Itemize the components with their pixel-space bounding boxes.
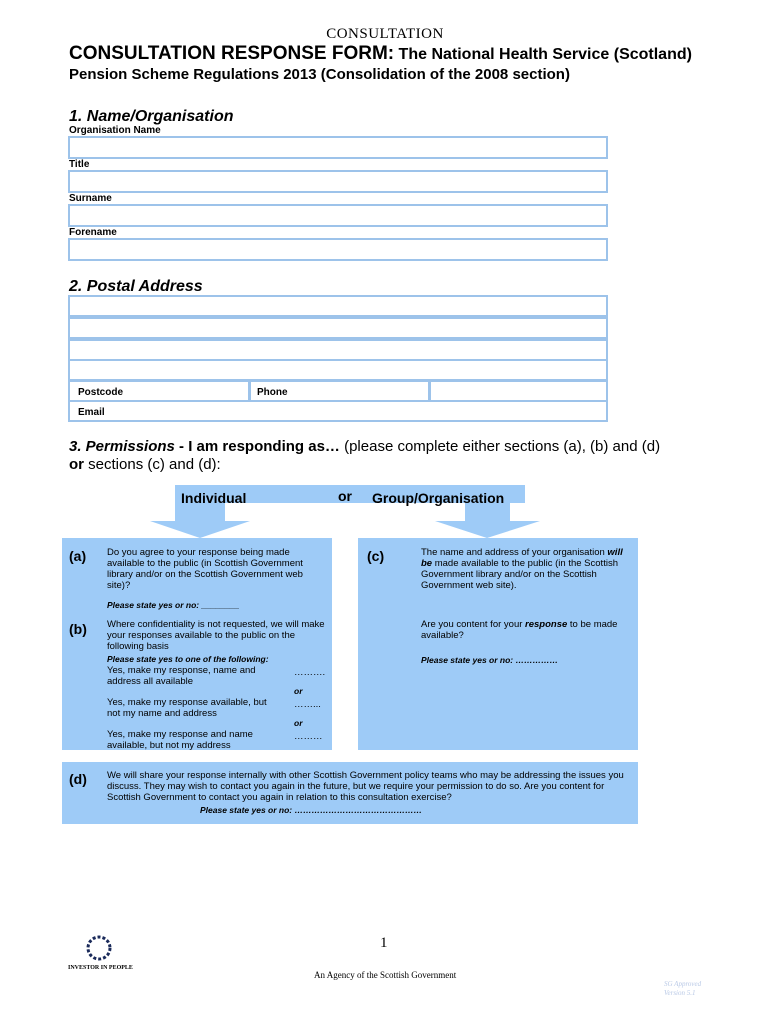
section2-heading: 2. Postal Address <box>69 278 203 295</box>
address-line-2-input[interactable] <box>68 317 608 339</box>
option-a-text: Do you agree to your response being made available to the public (in Scottish Government library and/or on the Scottish Government web site)? <box>107 547 303 591</box>
option-b-letter: (b) <box>69 621 87 637</box>
option-c-question <box>421 619 626 641</box>
postcode-label: Postcode <box>78 387 124 398</box>
organisation-name-input[interactable] <box>68 136 608 159</box>
option-b-opt3: Yes, make my response and name available, but not my address <box>107 729 253 751</box>
email-label: Email <box>78 407 105 418</box>
option-c-state[interactable]: Please state yes or no: …………… <box>421 655 558 665</box>
option-b-opt2: Yes, make my response available, but not my name and address <box>107 697 267 719</box>
phone-field[interactable] <box>249 380 430 402</box>
option-d-state[interactable]: Please state yes or no: ……………………………………… <box>200 805 422 815</box>
group-label: Group/Organisation <box>372 490 505 506</box>
section3-heading-rest: (please complete either sections (a), (b) and (d) <box>339 438 661 455</box>
option-c-q-pre: Are you content for your <box>421 619 526 630</box>
address-line-4-input[interactable] <box>68 359 608 381</box>
option-c-text <box>421 547 631 591</box>
or-label: or <box>338 488 352 504</box>
investor-in-people-logo-icon <box>84 933 114 963</box>
option-b-opt2-answer[interactable]: ……... <box>294 699 321 710</box>
section3-heading-rest2: sections (c) and (d): <box>84 456 221 473</box>
option-b-or1: or <box>294 686 303 696</box>
option-a-state[interactable]: Please state yes or no: ________ <box>107 600 240 610</box>
surname-input[interactable] <box>68 204 608 227</box>
option-b-opt1-answer[interactable]: ………. <box>294 667 326 678</box>
option-b-text: Where confidentiality is not requested, we will make your responses available to the public on the following basis <box>107 619 325 652</box>
option-b-opt1: Yes, make my response, name and address all available <box>107 665 256 687</box>
phone-extra-field[interactable] <box>429 380 608 402</box>
version-stamp: Version 5.1 <box>664 989 696 997</box>
section3-heading-bold: 3. Permissions <box>69 438 175 455</box>
individual-label: Individual <box>181 490 247 506</box>
investor-label: INVESTOR IN PEOPLE <box>68 965 133 971</box>
approved-stamp: SG Approved <box>664 980 702 988</box>
option-b-or2: or <box>294 718 303 728</box>
option-a-letter: (a) <box>69 548 87 564</box>
section3-heading <box>69 438 709 474</box>
organisation-name-label: Organisation Name <box>69 125 161 136</box>
section3-heading-or: or <box>69 456 84 473</box>
email-field[interactable] <box>68 400 608 422</box>
page-number: 1 <box>380 935 388 951</box>
option-d-letter: (d) <box>69 771 87 787</box>
forename-input[interactable] <box>68 238 608 261</box>
form-subtitle: Pension Scheme Regulations 2013 (Consolidation of the 2008 section) <box>69 66 570 83</box>
form-title-bold: CONSULTATION RESPONSE FORM: <box>69 43 395 64</box>
option-c-q-bold: response <box>525 619 568 630</box>
section1-heading: 1. Name/Organisation <box>69 108 234 125</box>
surname-label: Surname <box>69 193 112 204</box>
form-title-rest: The National Health Service (Scotland) <box>394 46 692 63</box>
option-c-text-post: made available to the public (in the Scottish Government library and/or on the Scottish Government web site). <box>421 558 618 591</box>
option-c-text-bold: will be <box>421 547 623 569</box>
option-d-text: We will share your response internally with other Scottish Government policy teams who may be addressing the issues you discuss. They may wish to contact you again in the future, but we require your permission to do so. Are you content for Scottish Government to contact you again in relation to this consultation exercise? <box>107 770 624 803</box>
option-c-q-post: to be made available? <box>421 619 618 641</box>
option-c-text-pre: The name and address of your organisation <box>421 547 608 558</box>
title-input[interactable] <box>68 170 608 193</box>
title-label: Title <box>69 159 90 170</box>
address-line-3-input[interactable] <box>68 339 608 361</box>
option-b-state: Please state yes to one of the following: <box>107 654 269 664</box>
option-b-opt3-answer[interactable]: ……… <box>294 731 323 742</box>
phone-label: Phone <box>257 387 288 398</box>
forename-label: Forename <box>69 227 117 238</box>
page-header: CONSULTATION <box>326 26 444 42</box>
agency-text: An Agency of the Scottish Government <box>314 970 457 980</box>
section3-heading-bold2: - I am responding as… <box>174 438 340 455</box>
form-title <box>69 43 692 65</box>
address-line-1-input[interactable] <box>68 295 608 317</box>
postcode-field[interactable] <box>68 380 250 402</box>
option-c-letter: (c) <box>367 548 385 564</box>
